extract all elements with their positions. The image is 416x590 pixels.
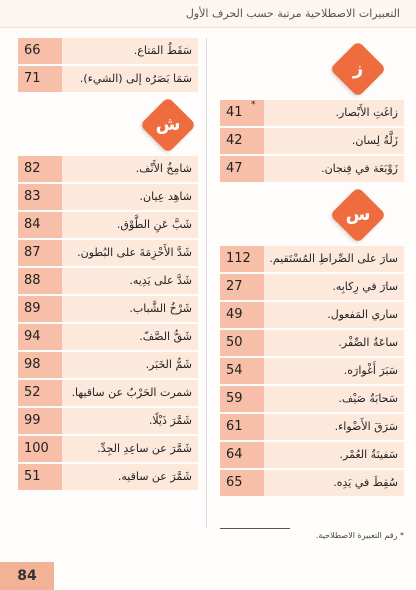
entry-number: 94 — [18, 324, 62, 350]
table-row — [220, 302, 404, 328]
entry-number: 87 — [18, 240, 62, 266]
entry-term: شَقُّ الصَّفّ. — [62, 324, 198, 350]
table-row — [220, 386, 404, 412]
table-row — [220, 128, 404, 154]
entry-term: سَحابَةُ صَيْف. — [264, 386, 404, 412]
table-row — [18, 38, 198, 64]
section-letter: ز — [352, 58, 364, 79]
table-row — [220, 156, 404, 182]
table-row — [220, 100, 404, 126]
entry-term: شَدَّ على يَدِيه. — [62, 268, 198, 294]
entry-number: 84 — [18, 212, 62, 238]
letter-section-header-sheen — [18, 94, 198, 156]
table-row — [220, 470, 404, 496]
left-column — [18, 38, 198, 492]
entry-term: زاغَتِ الأَبْصار. — [264, 100, 404, 126]
entry-term: سَقَطُ المَتاع. — [62, 38, 198, 64]
entry-term: ساعَةُ الصِّفْر. — [264, 330, 404, 356]
footnote: * رقم التعبيرة الاصطلاحية. — [315, 531, 404, 540]
entry-term: شَمُّ الخَبَر. — [62, 352, 198, 378]
entry-number: 61 — [220, 414, 264, 440]
entry-term: سارَ على الصِّراطِ المُسْتَقيم. — [264, 246, 404, 272]
entry-term: سَفينَةُ العُمْر. — [264, 442, 404, 468]
footnote-marker: * — [251, 100, 256, 110]
entry-number: 88 — [18, 268, 62, 294]
table-row — [18, 324, 198, 350]
entry-term: سُقِطَ في يَدِه. — [264, 470, 404, 496]
entry-term: سارَ في رِكابِه. — [264, 274, 404, 300]
entry-term: شَرْخُ الشَّباب. — [62, 296, 198, 322]
entry-number: 27 — [220, 274, 264, 300]
entry-number: 99 — [18, 408, 62, 434]
entry-term: سَرَقَ الأَضْواء. — [264, 414, 404, 440]
entry-term: شاهِد عِيان. — [62, 184, 198, 210]
section-letter: ش — [155, 114, 181, 135]
column-divider — [206, 38, 207, 528]
entry-number: 47 — [220, 156, 264, 182]
entry-number: 71 — [18, 66, 62, 92]
entry-number: 64 — [220, 442, 264, 468]
table-row — [18, 380, 198, 406]
table-row — [220, 274, 404, 300]
entry-term: شمرت الحَرْبُ عن ساقيها. — [62, 380, 198, 406]
entry-number: 112 — [220, 246, 264, 272]
entry-term: شامِخُ الأَنْف. — [62, 156, 198, 182]
page-number: 84 — [0, 562, 54, 590]
entry-term: ساري المَفعول. — [264, 302, 404, 328]
entry-term: سَمَا بَصَرُه إلى (الشيء). — [62, 66, 198, 92]
page-title: التعبيرات الاصطلاحية مرتبة حسب الحرف الأول — [185, 7, 400, 20]
table-row — [18, 352, 198, 378]
entry-term: زَوْبَعَة في فِنجان. — [264, 156, 404, 182]
entry-number: 100 — [18, 436, 62, 462]
entry-term: شَمَّرَ عن ساعِدِ الجِدِّ. — [62, 436, 198, 462]
table-row — [220, 442, 404, 468]
entry-term: سَبَرَ أَغْوارَه. — [264, 358, 404, 384]
entry-number: 54 — [220, 358, 264, 384]
entry-number: 41 — [220, 100, 264, 126]
letter-section-header-seen — [220, 184, 404, 246]
entry-number: 82 — [18, 156, 62, 182]
table-row — [18, 240, 198, 266]
letter-section-header-zay — [220, 38, 404, 100]
entry-term: شَمَّرَ ذَيْلًا. — [62, 408, 198, 434]
entry-number: 49 — [220, 302, 264, 328]
entry-number: 42 — [220, 128, 264, 154]
table-row — [220, 358, 404, 384]
section-letter: س — [345, 204, 371, 225]
entry-number: 89 — [18, 296, 62, 322]
table-row — [18, 268, 198, 294]
table-row — [18, 184, 198, 210]
table-row — [18, 408, 198, 434]
table-row — [18, 296, 198, 322]
page-header — [0, 0, 416, 28]
table-row — [18, 212, 198, 238]
entry-term: زَلَّةُ لِسان. — [264, 128, 404, 154]
entry-number: 65 — [220, 470, 264, 496]
table-row — [18, 156, 198, 182]
table-row — [18, 464, 198, 490]
entry-number: 59 — [220, 386, 264, 412]
entry-number: 50 — [220, 330, 264, 356]
table-row — [220, 330, 404, 356]
entry-term: شَدَّ الأَحْزِمَةَ على البُطون. — [62, 240, 198, 266]
footnote-rule — [220, 528, 290, 529]
right-column — [220, 38, 404, 498]
entry-term: شَمَّرَ عن ساقيه. — [62, 464, 198, 490]
entry-number: 98 — [18, 352, 62, 378]
table-row — [18, 436, 198, 462]
entry-number: 52 — [18, 380, 62, 406]
table-row — [18, 66, 198, 92]
table-row — [220, 414, 404, 440]
entry-number: 51 — [18, 464, 62, 490]
entry-number: 83 — [18, 184, 62, 210]
entry-number: 66 — [18, 38, 62, 64]
table-row — [220, 246, 404, 272]
index-columns — [0, 38, 416, 528]
entry-term: شَبَّ عَنِ الطَّوْق. — [62, 212, 198, 238]
